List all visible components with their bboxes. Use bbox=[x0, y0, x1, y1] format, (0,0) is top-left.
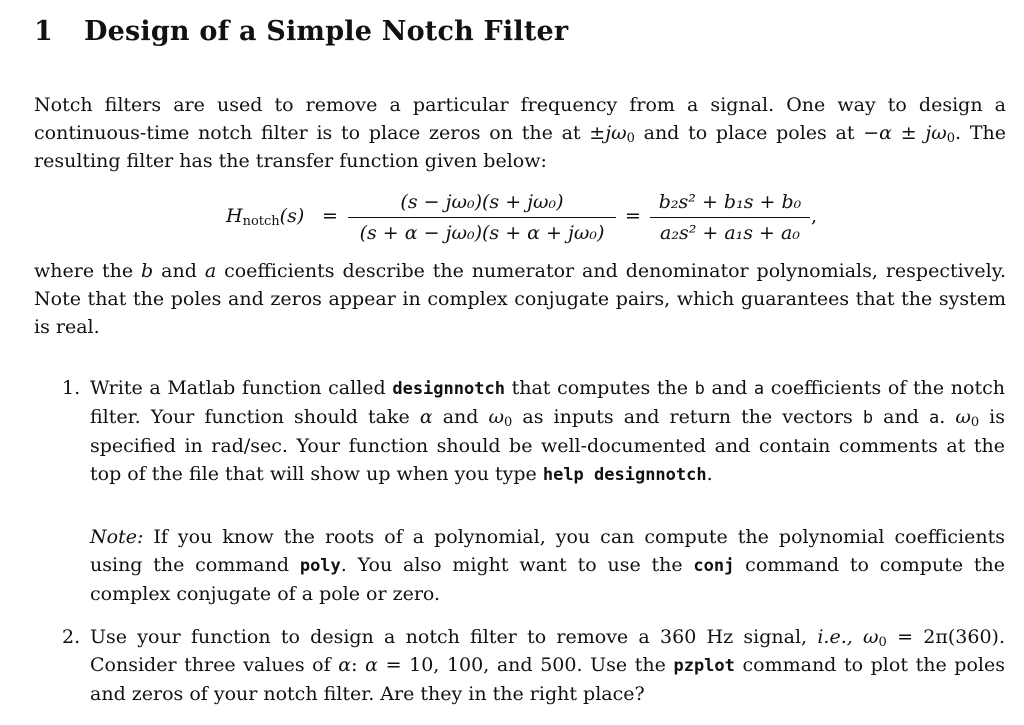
code-designnotch: designnotch bbox=[392, 379, 505, 399]
item-text: If you know the roots of a polynomial, you can compute the polynomial coefficients using the command bbox=[90, 526, 1005, 576]
para-text: coefficients describe the numerator and denominator polynomials, respectively. Note that the poles and zeros appear in complex conjugate pairs, which guarantees that the system is real. bbox=[34, 260, 1006, 338]
math-omega: ω bbox=[488, 406, 505, 428]
item-text: coefficients of the notch filter. Your function should take bbox=[90, 377, 1005, 428]
fraction-bar bbox=[348, 217, 616, 218]
item-text: as inputs and return the vectors bbox=[512, 406, 863, 428]
section-title: Design of a Simple Notch Filter bbox=[84, 16, 569, 47]
math-sub-0: 0 bbox=[878, 635, 887, 650]
fraction-numerator: b₂s² + b₁s + b₀ bbox=[658, 191, 802, 213]
item-text: and bbox=[704, 377, 754, 399]
item-text: command to plot the poles and zeros of your notch filter. Are they in the right place? bbox=[90, 654, 1005, 705]
item-text: that computes the bbox=[504, 377, 695, 399]
code-poly: poly bbox=[299, 556, 341, 576]
item-text: command to compute the complex conjugate of a pole or zero. bbox=[90, 554, 1005, 605]
item-text: . bbox=[939, 406, 956, 428]
item-text: = 10, 100, and 500. Use the bbox=[377, 654, 674, 676]
math-sub-0: 0 bbox=[946, 131, 956, 146]
item-text: and bbox=[873, 406, 929, 428]
item-text: Write a Matlab function called bbox=[90, 377, 393, 399]
note-label: Note: bbox=[90, 526, 144, 548]
code-pzplot: pzplot bbox=[673, 656, 735, 676]
math-omega: ω bbox=[955, 406, 971, 428]
math-alpha: α bbox=[365, 654, 378, 676]
fraction-bar bbox=[650, 217, 810, 218]
math-a: a bbox=[204, 260, 217, 282]
math-pm-jw0: ±jω bbox=[589, 122, 627, 144]
math-omega: ω bbox=[863, 626, 879, 648]
math-alpha: α bbox=[419, 406, 433, 428]
item-text: : bbox=[351, 654, 366, 676]
code-b: b bbox=[694, 379, 705, 399]
section-heading bbox=[34, 14, 568, 50]
code-a: a bbox=[928, 408, 940, 428]
note-paragraph bbox=[90, 523, 1005, 608]
code-help-designnotch: help designnotch bbox=[542, 465, 707, 485]
item-text: . You also might want to use the bbox=[340, 554, 694, 576]
fraction-numerator: (s − jω₀)(s + jω₀) bbox=[400, 191, 564, 213]
fraction-denominator: (s + α − jω₀)(s + α + jω₀) bbox=[359, 222, 605, 244]
math-sub-notch: notch bbox=[242, 214, 280, 229]
math-sub-0: 0 bbox=[626, 131, 635, 146]
math-alpha: α bbox=[338, 654, 352, 676]
equation-lhs bbox=[226, 205, 304, 227]
intro-text-2: and to place poles at bbox=[634, 122, 864, 144]
fraction-coefficients bbox=[650, 189, 810, 246]
equation-comma: , bbox=[811, 205, 818, 227]
math-sub-0: 0 bbox=[504, 415, 513, 430]
item-text: is specified in rad/sec. Your function should be well-documented and contain comments at the top of the file that will show up when you type bbox=[90, 406, 1006, 485]
math-b: b bbox=[141, 260, 154, 282]
fraction-denominator: a₂s² + a₁s + a₀ bbox=[660, 222, 800, 244]
item-text: and bbox=[432, 406, 489, 428]
transfer-function-equation bbox=[0, 187, 1024, 253]
item-text: = 2π(360). Consider three values of bbox=[90, 626, 1005, 676]
fraction-roots bbox=[348, 189, 616, 246]
equals-sign: = bbox=[625, 205, 641, 227]
item-text: . bbox=[706, 463, 713, 485]
item-text: Use your function to design a notch filter to remove a 360 Hz signal, bbox=[90, 626, 818, 648]
equals-sign: = bbox=[322, 205, 338, 227]
math-H: H bbox=[226, 205, 243, 227]
list-marker-1: 1. bbox=[62, 377, 81, 399]
code-conj: conj bbox=[693, 556, 735, 576]
para-text: and bbox=[153, 260, 205, 282]
intro-paragraph bbox=[34, 91, 1006, 175]
math-arg-s: (s) bbox=[279, 205, 305, 227]
code-a: a bbox=[753, 379, 765, 399]
code-b: b bbox=[862, 408, 874, 428]
item-text bbox=[853, 626, 863, 648]
intro-text-1: Notch filters are used to remove a particular frequency from a signal. One way to design a continuous-time notch filter is to place zeros on the at bbox=[34, 94, 1006, 144]
math-sub-0: 0 bbox=[970, 415, 980, 430]
list-item-1 bbox=[90, 374, 1005, 489]
math-neg-alpha-pm-jw0: −α ± jω bbox=[863, 122, 947, 144]
coefficients-paragraph bbox=[34, 257, 1006, 341]
list-item-2 bbox=[90, 623, 1005, 708]
section-number: 1 bbox=[34, 16, 53, 47]
list-marker-2: 2. bbox=[62, 626, 81, 648]
intro-text-3: . The resulting filter has the transfer function given below: bbox=[34, 122, 1006, 172]
abbrev-ie: i.e., bbox=[817, 626, 853, 648]
para-text: where the bbox=[34, 260, 142, 282]
